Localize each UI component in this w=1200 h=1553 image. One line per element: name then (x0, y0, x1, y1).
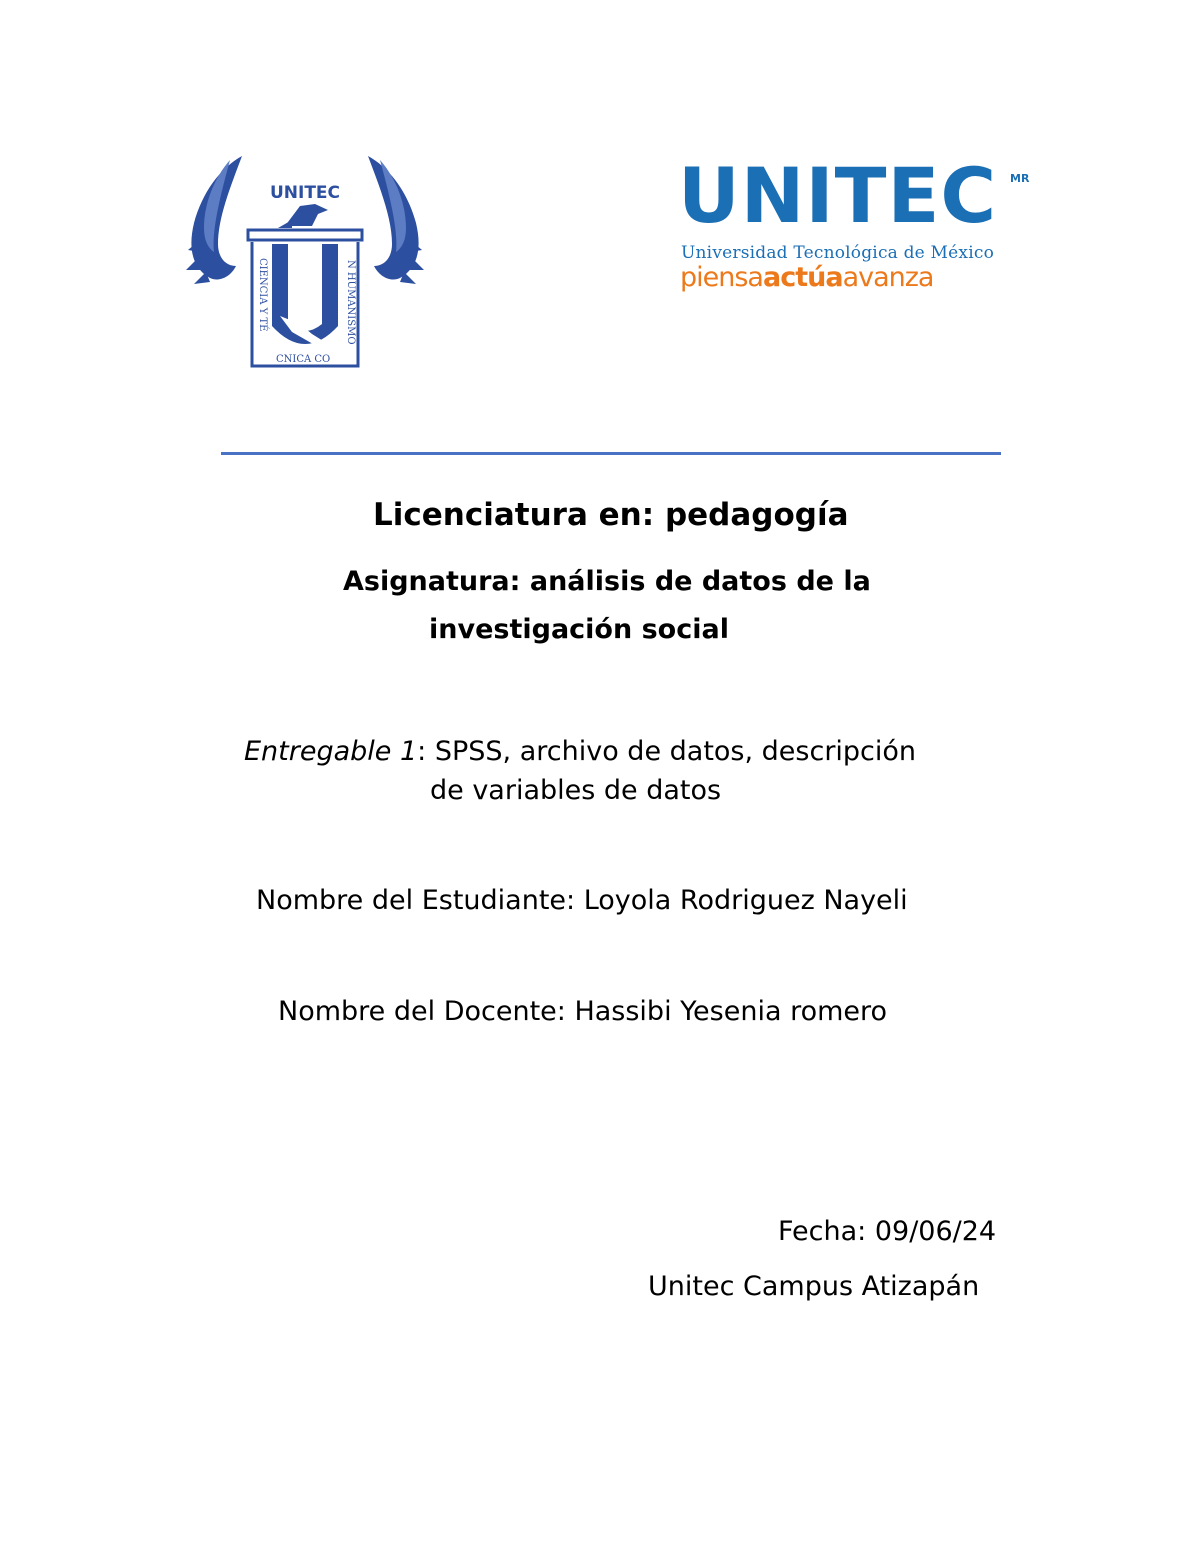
deliverable-line-2: de variables de datos (430, 775, 722, 806)
seal-top-text: UNITEC (269, 183, 341, 203)
slogan-actua: actúa (762, 262, 843, 293)
student-name: Nombre del Estudiante: Loyola Rodriguez Nayeli (256, 885, 908, 916)
seal-left-wing (186, 156, 242, 284)
seal-right-wing (368, 156, 424, 284)
campus: Unitec Campus Atizapán (648, 1271, 980, 1302)
separator-line (221, 452, 1001, 455)
teacher-name: Nombre del Docente: Hassibi Yesenia romero (278, 996, 888, 1027)
brand-slogan (680, 262, 933, 293)
seal-motto-bottom: CNICA CO (276, 354, 331, 365)
subject-line-1: Asignatura: análisis de datos de la (343, 566, 871, 597)
deliverable-line-1 (244, 738, 916, 765)
brand-subtitle: Universidad Tecnológica de México (681, 243, 994, 263)
brand-mark: MR (1010, 172, 1030, 185)
deliverable-description: : SPSS, archivo de datos, descripción (417, 736, 917, 767)
seal-crossbar (248, 230, 362, 240)
degree-title: Licenciatura en: pedagogía (373, 497, 849, 533)
seal-motto-right: N HUMANISMO (345, 260, 356, 345)
subject-line-2: investigación social (429, 614, 729, 645)
university-seal (180, 148, 430, 378)
seal-motto-left: CIENCIA Y TÉ (257, 258, 268, 332)
brand-name: UNITEC (678, 151, 998, 240)
date: Fecha: 09/06/24 (778, 1216, 997, 1247)
deliverable-label: Entregable 1 (244, 736, 418, 767)
slogan-piensa: piensa (680, 262, 763, 293)
eagle-icon (278, 204, 328, 228)
slogan-avanza: avanza (842, 262, 934, 293)
